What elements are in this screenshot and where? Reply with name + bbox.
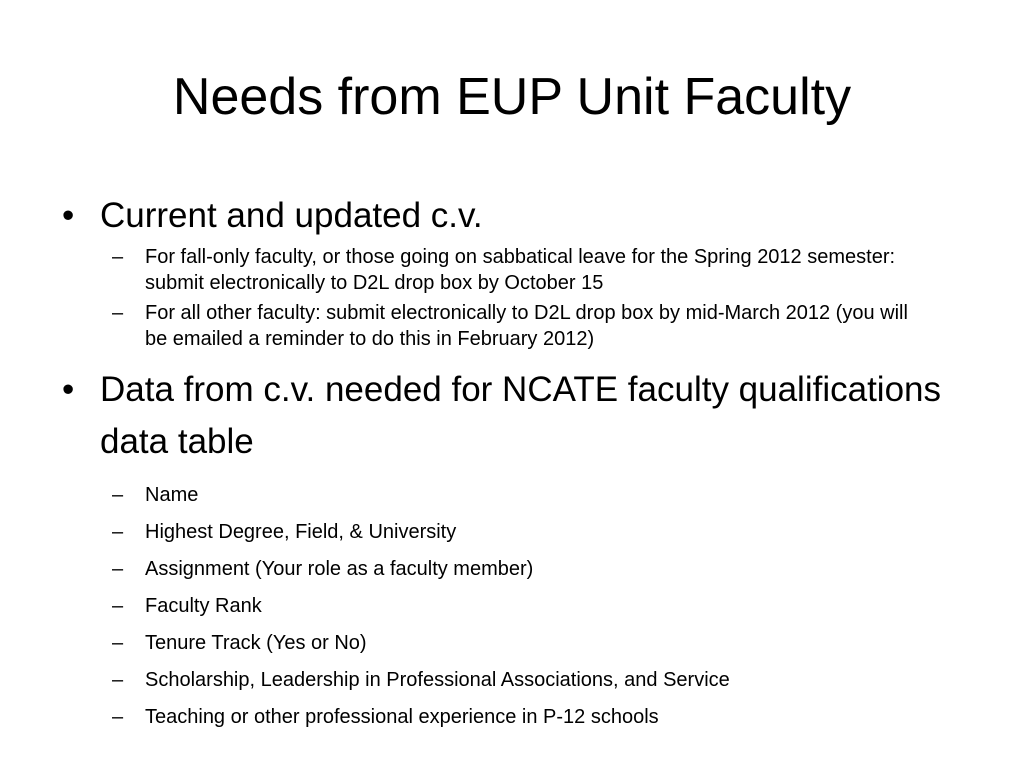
sub-bullet-item <box>62 630 935 656</box>
dash-icon: – <box>112 706 124 728</box>
dash-icon: – <box>112 484 124 506</box>
bullet-item-cv <box>62 190 962 352</box>
slide-body <box>62 190 962 730</box>
sub-bullet-item <box>62 300 935 352</box>
sub-bullet-list <box>62 482 962 730</box>
dash-icon: – <box>112 669 124 691</box>
bullet-level1 <box>62 364 962 468</box>
dash-icon: – <box>112 246 124 268</box>
sub-bullet-text: Name <box>145 484 199 506</box>
sub-bullet-item <box>62 704 935 730</box>
sub-bullet-item <box>62 482 935 508</box>
sub-bullet-text: Scholarship, Leadership in Professional Associations, and Service <box>145 669 730 691</box>
sub-bullet-item <box>62 519 935 545</box>
bullet-text: Current and updated c.v. <box>100 196 483 235</box>
sub-bullet-text: For fall-only faculty, or those going on sabbatical leave for the Spring 2012 semester: submit electronically to D2L drop box by October 15 <box>145 246 896 294</box>
sub-bullet-text: Highest Degree, Field, & University <box>145 521 457 543</box>
dash-icon: – <box>112 521 124 543</box>
sub-bullet-item <box>62 244 935 296</box>
slide-title: Needs from EUP Unit Faculty <box>172 68 852 126</box>
bullet-item-ncate-data <box>62 364 962 730</box>
sub-bullet-item <box>62 667 935 693</box>
sub-bullet-text: For all other faculty: submit electronically to D2L drop box by mid-March 2012 (you will be emailed a reminder to do this in February 2012) <box>145 302 908 350</box>
bullet-text: Data from c.v. needed for NCATE faculty qualifications data table <box>100 370 942 461</box>
bullet-dot-icon: • <box>62 196 75 235</box>
dash-icon: – <box>112 632 124 654</box>
sub-bullet-item <box>62 556 935 582</box>
sub-bullet-item <box>62 593 935 619</box>
bullet-dot-icon: • <box>62 370 75 409</box>
sub-bullet-text: Tenure Track (Yes or No) <box>145 632 367 654</box>
dash-icon: – <box>112 302 124 324</box>
sub-bullet-text: Assignment (Your role as a faculty member) <box>145 558 534 580</box>
sub-bullet-text: Faculty Rank <box>145 595 262 617</box>
sub-bullet-list <box>62 244 962 352</box>
bullet-level1 <box>62 190 962 242</box>
dash-icon: – <box>112 558 124 580</box>
dash-icon: – <box>112 595 124 617</box>
sub-bullet-text: Teaching or other professional experience in P-12 schools <box>145 706 659 728</box>
